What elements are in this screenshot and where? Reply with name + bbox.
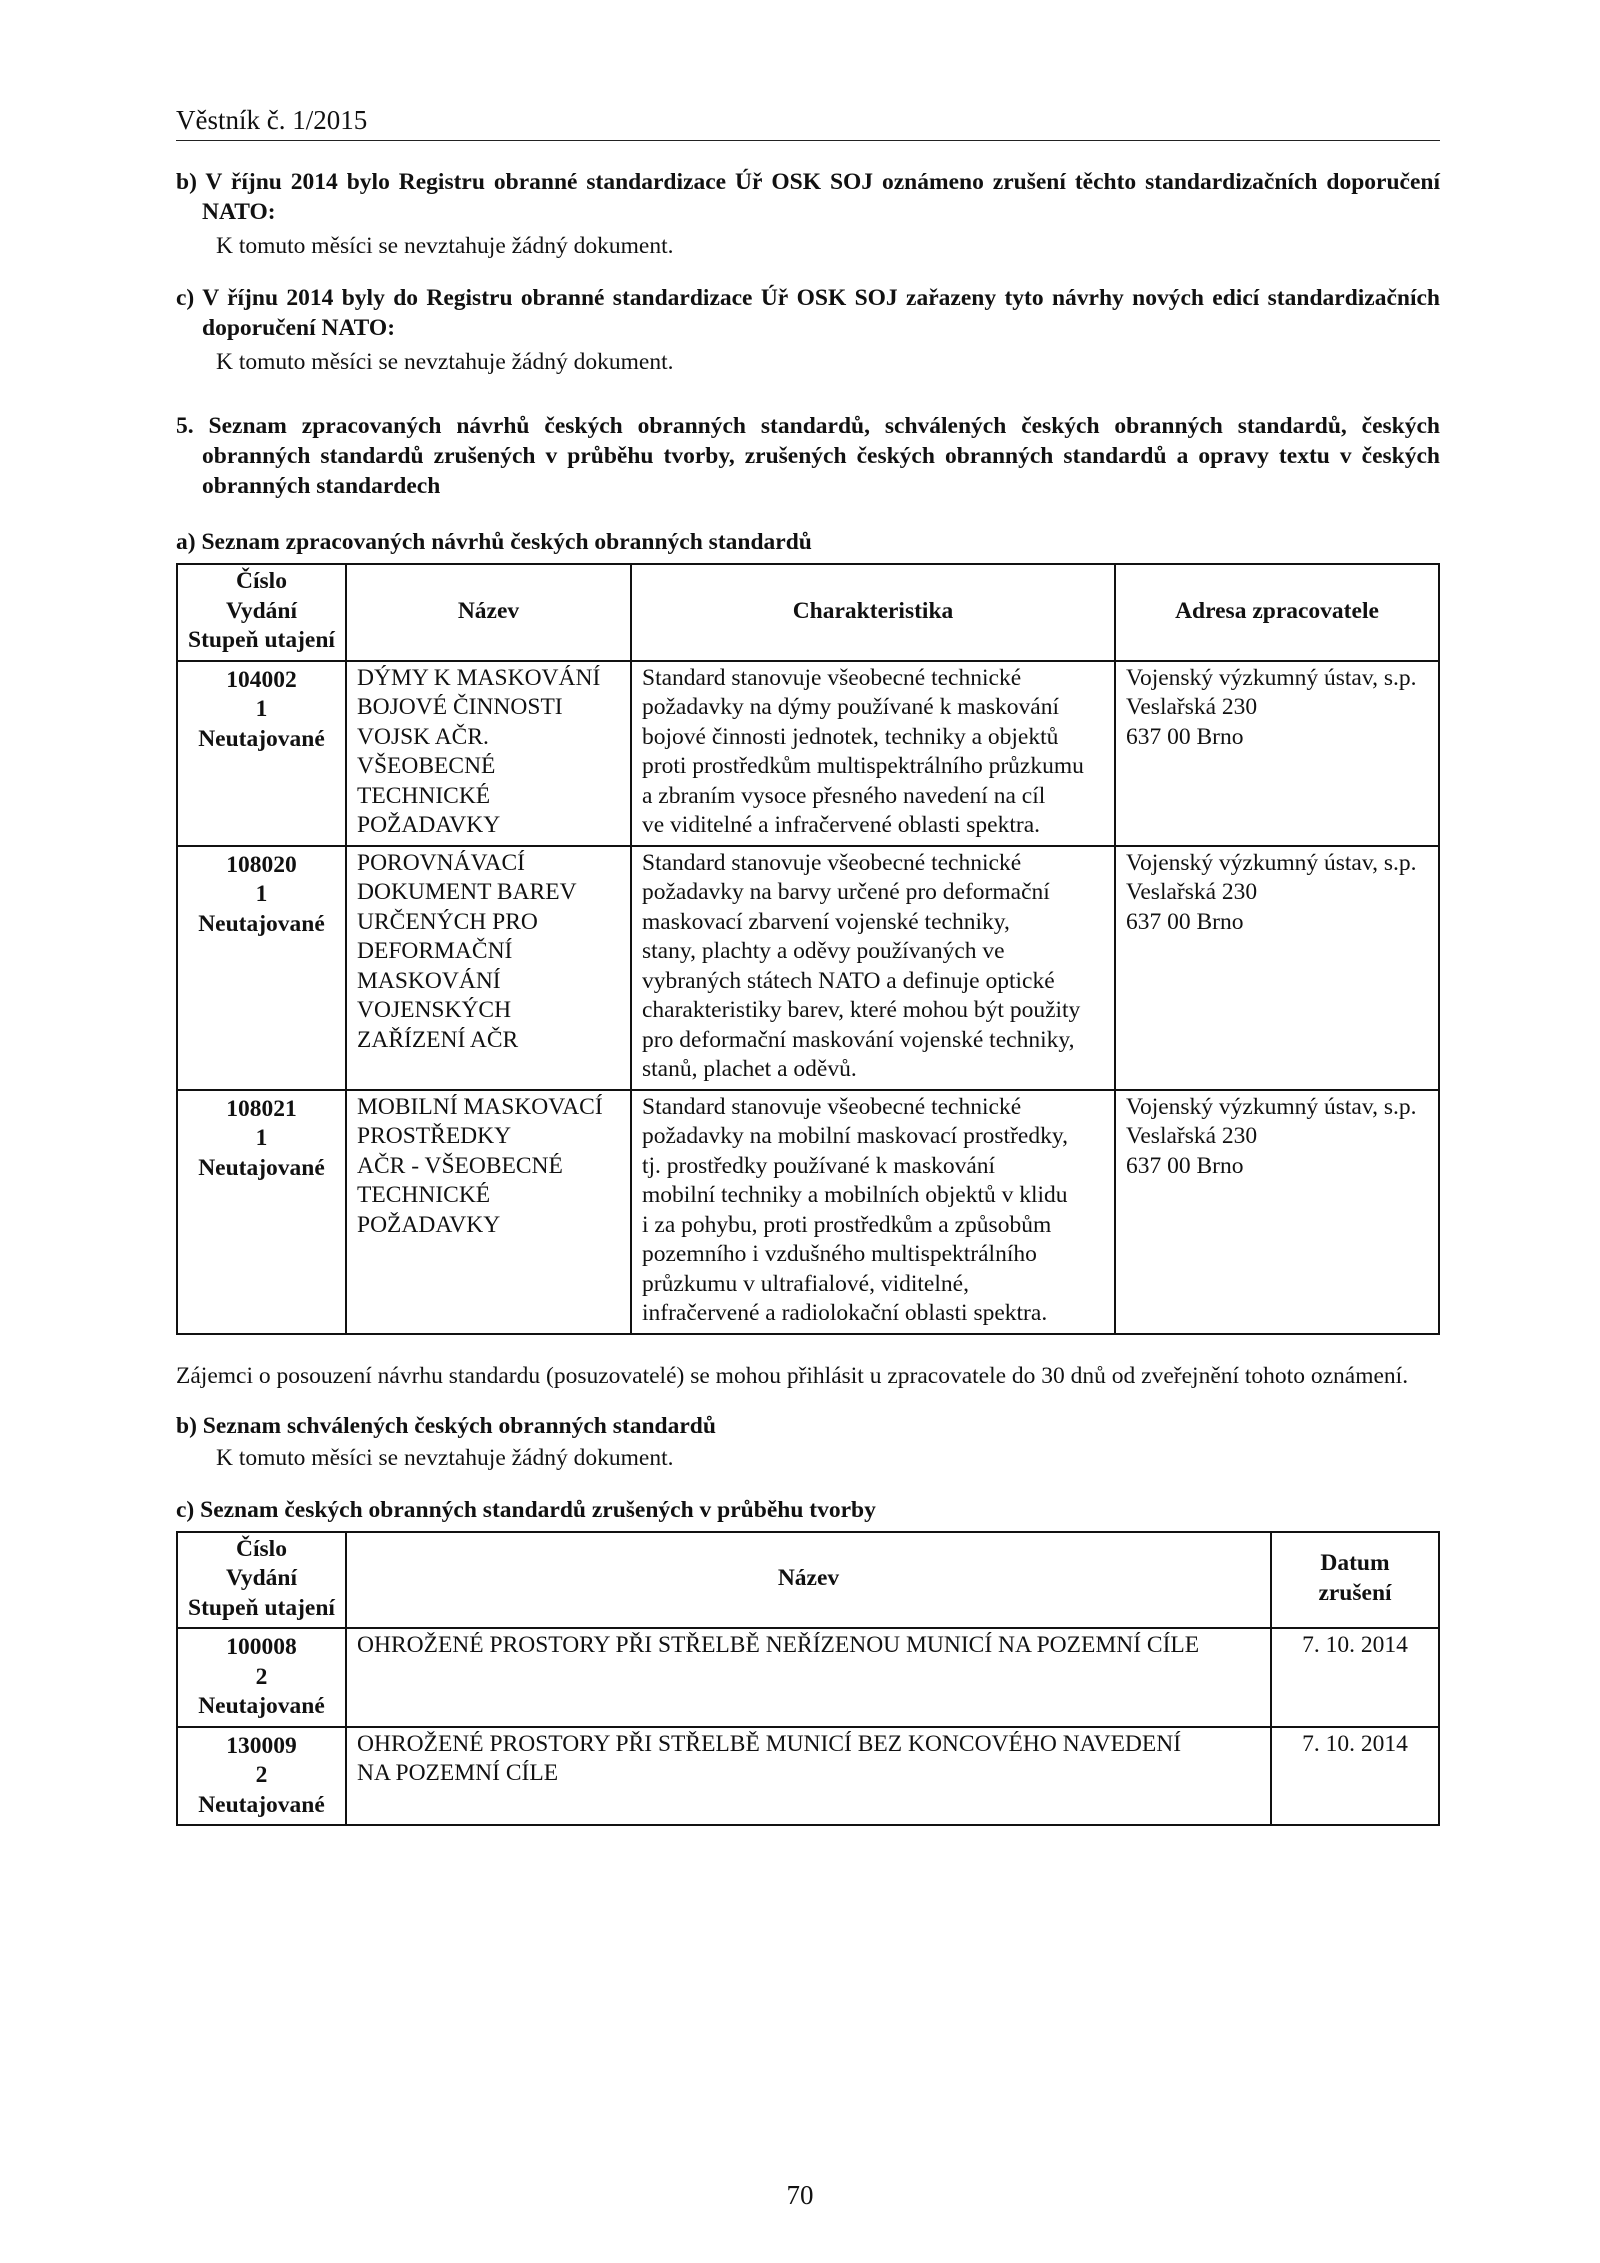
table-row: [177, 1090, 1439, 1334]
section-5a: [176, 527, 1440, 1391]
cancellation-date-cell: 7. 10. 2014: [1271, 1628, 1439, 1727]
section-4c: [176, 283, 1440, 377]
processor-address-cell: Vojenský výzkumný ústav, s.p. Veslařská 230 637 00 Brno: [1115, 846, 1439, 1090]
section-5: [176, 411, 1440, 501]
standard-number-cell: [177, 846, 346, 1090]
section-4b: [176, 167, 1440, 261]
section-5b: [176, 1411, 1440, 1473]
standard-classification: Neutajované: [198, 725, 325, 752]
standard-description-cell: Standard stanovuje všeobecné technické požadavky na mobilní maskovací prostředky, tj. prostředky používané k maskování mobilní techniky a mobilních objektů v klidu i za pohybu, proti prostředkům a způsobům pozemního i vzdušného multispektrálního průzkumu v ultrafialové, viditelné, infračervené a radiolokační oblasti spektra.: [631, 1090, 1115, 1334]
page-number: 70: [786, 2180, 814, 2210]
section-5-heading: 5. Seznam zpracovaných návrhů českých obranných standardů, schválených českých obranných standardů, českých obranných standardů zrušených v průběhu tvorby, zrušených českých obranných standardů a opravy textu v českých obranných standardech: [176, 413, 1440, 499]
cancellation-date-cell: 7. 10. 2014: [1271, 1727, 1439, 1826]
column-header-number: Číslo Vydání Stupeň utajení: [177, 1532, 346, 1629]
table-header-row: [177, 1532, 1439, 1629]
table-row: [177, 846, 1439, 1090]
standard-edition: 1: [255, 881, 268, 907]
section-5c-heading: c) Seznam českých obranných standardů zrušených v průběhu tvorby: [176, 1496, 876, 1523]
standard-name-cell: MOBILNÍ MASKOVACÍ PROSTŘEDKY AČR - VŠEOBECNÉ TECHNICKÉ POŽADAVKY: [346, 1090, 631, 1334]
standard-number: 108021: [226, 1095, 297, 1122]
standard-number-cell: [177, 1090, 346, 1334]
column-header-number: Číslo Vydání Stupeň utajení: [177, 564, 346, 661]
table-row: [177, 1727, 1439, 1826]
standard-classification: Neutajované: [198, 1693, 325, 1719]
column-header-name: Název: [346, 1532, 1271, 1629]
standard-number: 108020: [226, 851, 297, 878]
standard-classification: Neutajované: [198, 910, 325, 937]
table-header-row: [177, 564, 1439, 661]
standard-number-cell: [177, 1628, 346, 1727]
column-header-date: Datum zrušení: [1271, 1532, 1439, 1629]
standard-name-cell: POROVNÁVACÍ DOKUMENT BAREV URČENÝCH PRO DEFORMAČNÍ MASKOVÁNÍ VOJENSKÝCH ZAŘÍZENÍ AČR: [346, 846, 631, 1090]
standard-name-cell: OHROŽENÉ PROSTORY PŘI STŘELBĚ MUNICÍ BEZ KONCOVÉHO NAVEDENÍ NA POZEMNÍ CÍLE: [346, 1727, 1271, 1826]
column-header-address: Adresa zpracovatele: [1115, 564, 1439, 661]
table-row: [177, 1628, 1439, 1727]
table-row: [177, 661, 1439, 846]
section-5b-note: K tomuto měsíci se nevztahuje žádný dokument.: [216, 1444, 674, 1471]
document-page: [176, 105, 1440, 1826]
running-header: Věstník č. 1/2015: [176, 105, 1440, 141]
standard-description-cell: Standard stanovuje všeobecné technické požadavky na barvy určené pro deformační maskovací zbarvení vojenské techniky, stany, plachty a oděvy používaných ve vybraných státech NATO a definuje optické charakteristiky barev, které mohou být použity pro deformační maskování vojenské techniky, stanů, plachet a oděvů.: [631, 846, 1115, 1090]
standard-edition: 2: [255, 1663, 268, 1690]
standard-classification: Neutajované: [198, 1154, 325, 1181]
standard-classification: Neutajované: [198, 1791, 325, 1818]
standard-number: 104002: [226, 666, 297, 693]
section-5b-heading: b) Seznam schválených českých obranných standardů: [176, 1412, 716, 1439]
standard-number-cell: [177, 1727, 346, 1826]
column-header-characteristics: Charakteristika: [631, 564, 1115, 661]
cancelled-standards-table: [176, 1531, 1440, 1827]
column-header-name: Název: [346, 564, 631, 661]
standard-edition: 1: [255, 1125, 268, 1151]
section-4b-heading: b) V říjnu 2014 bylo Registru obranné standardizace Úř OSK SOJ oznámeno zrušení těchto standardizačních doporučení NATO:: [176, 169, 1440, 225]
section-4b-note: K tomuto měsíci se nevztahuje žádný dokument.: [216, 233, 674, 259]
processor-address-cell: Vojenský výzkumný ústav, s.p. Veslařská 230 637 00 Brno: [1115, 661, 1439, 846]
standard-number: 130009: [226, 1732, 297, 1759]
standard-edition: 1: [255, 696, 268, 722]
standard-edition: 2: [255, 1762, 268, 1788]
reviewer-note: Zájemci o posouzení návrhu standardu (posuzovatelé) se mohou přihlásit u zpracovatele do 30 dnů od zveřejnění tohoto oznámení.: [176, 1362, 1409, 1389]
standard-number-cell: [177, 661, 346, 846]
section-5c: [176, 1495, 1440, 1827]
standard-description-cell: Standard stanovuje všeobecné technické požadavky na dýmy používané k maskování bojové činnosti jednotek, techniky a objektů proti prostředkům multispektrálního průzkumu a zbraním vysoce přesného navedení na cíl ve viditelné a infračervené oblasti spektra.: [631, 661, 1115, 846]
standard-name-cell: DÝMY K MASKOVÁNÍ BOJOVÉ ČINNOSTI VOJSK AČR. VŠEOBECNÉ TECHNICKÉ POŽADAVKY: [346, 661, 631, 846]
draft-standards-table: [176, 563, 1440, 1335]
standard-name-cell: OHROŽENÉ PROSTORY PŘI STŘELBĚ NEŘÍZENOU MUNICÍ NA POZEMNÍ CÍLE: [346, 1628, 1271, 1727]
standard-number: 100008: [226, 1634, 297, 1660]
section-4c-note: K tomuto měsíci se nevztahuje žádný dokument.: [216, 349, 674, 375]
processor-address-cell: Vojenský výzkumný ústav, s.p. Veslařská 230 637 00 Brno: [1115, 1090, 1439, 1334]
section-4c-heading: c) V říjnu 2014 byly do Registru obranné standardizace Úř OSK SOJ zařazeny tyto návrhy nových edicí standardizačních doporučení NATO:: [176, 285, 1440, 341]
section-5a-heading: a) Seznam zpracovaných návrhů českých obranných standardů: [176, 529, 812, 555]
